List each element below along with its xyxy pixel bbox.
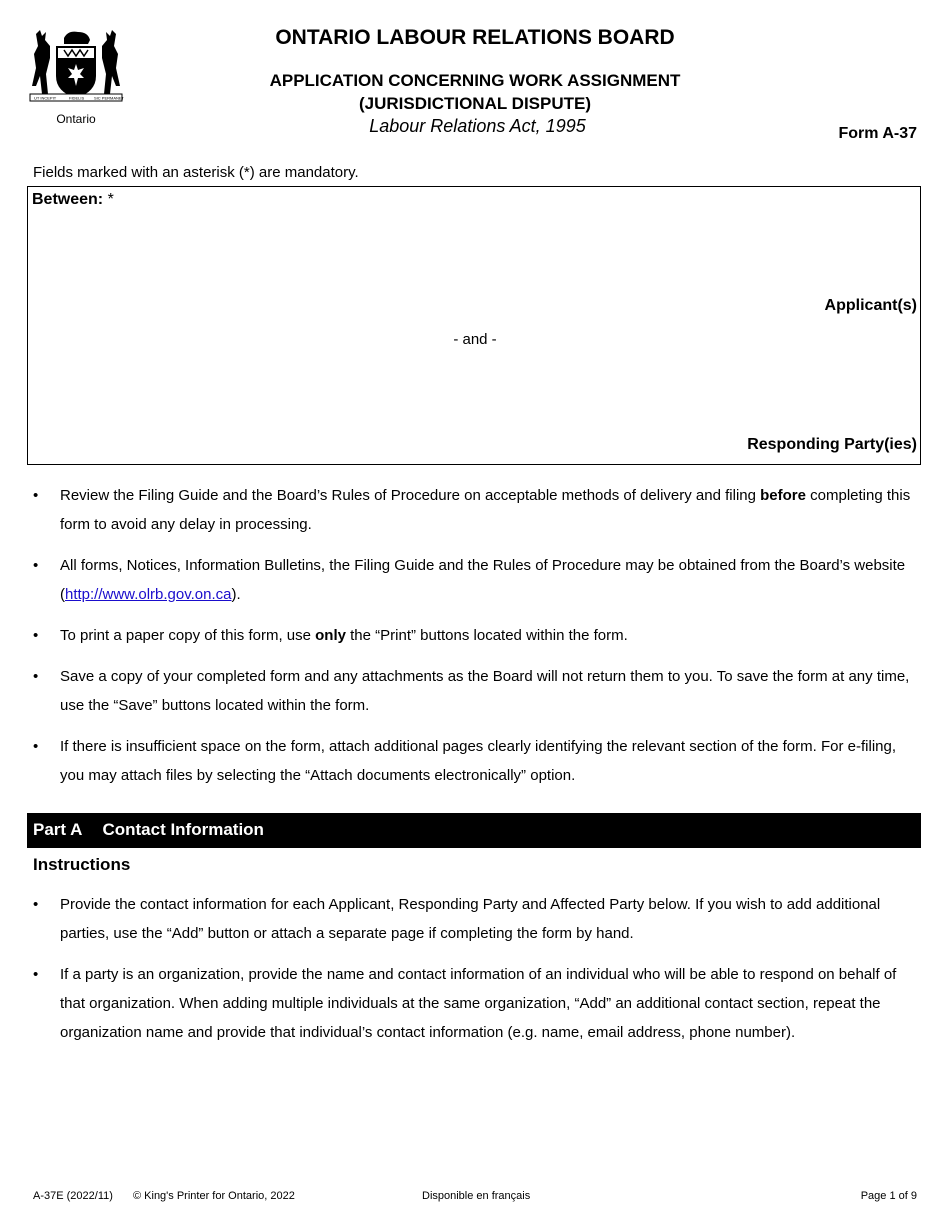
list-item: • Save a copy of your completed form and any attachments as the Board will not return them to you. To save the form at any time, use the “Save” buttons located within the form.: [33, 662, 918, 720]
form-code: A-37E (2022/11): [33, 1190, 113, 1202]
logo-caption: Ontario: [56, 112, 96, 126]
part-a-instructions-list: [33, 890, 918, 1059]
form-number: Form A-37: [838, 125, 917, 142]
list-item: • If there is insufficient space on the form, attach additional pages clearly identifying the relevant section of the form. For e-filing, you may attach files by selecting the “Attach documents electronically” option.: [33, 732, 918, 790]
french-availability: Disponible en français: [422, 1190, 531, 1202]
act-name: Labour Relations Act, 1995: [369, 116, 586, 136]
applicants-label: Applicant(s): [824, 297, 917, 314]
svg-text:UT INCEPIT: UT INCEPIT: [34, 95, 57, 101]
responding-parties-label: Responding Party(ies): [747, 436, 917, 453]
copyright: © King's Printer for Ontario, 2022: [133, 1190, 295, 1202]
form-title-line2: (JURISDICTIONAL DISPUTE): [358, 94, 592, 113]
svg-text:FIDELIS: FIDELIS: [69, 95, 85, 101]
part-a-label: Part A: [33, 820, 83, 839]
board-title: ONTARIO LABOUR RELATIONS BOARD: [275, 26, 675, 49]
page-number: Page 1 of 9: [860, 1190, 917, 1202]
mandatory-note: Fields marked with an asterisk (*) are mandatory.: [33, 164, 359, 181]
form-title-line1: APPLICATION CONCERNING WORK ASSIGNMENT: [269, 71, 681, 90]
list-item: • To print a paper copy of this form, use only the “Print” buttons located within the form.: [33, 621, 918, 650]
between-label-text: Between:: [32, 191, 104, 208]
svg-text:SIC PERMANET: SIC PERMANET: [94, 95, 124, 101]
between-label: [32, 191, 114, 209]
between-parties-field[interactable]: [27, 186, 921, 465]
list-item: • If a party is an organization, provide the name and contact information of an individual who will be able to respond on behalf of that organization. When adding multiple individuals at the same organization, “Add” an additional contact section, repeat the organization name and provide that individual’s contact information (e.g. name, email address, phone number).: [33, 960, 918, 1047]
list-item: • Provide the contact information for each Applicant, Responding Party and Affected Party below. If you wish to add additional parties, use the “Add” button or attach a separate page if completing the form by hand.: [33, 890, 918, 948]
instructions-heading: Instructions: [33, 855, 131, 874]
part-a-header: [27, 813, 921, 848]
intro-instructions-list: [33, 481, 918, 802]
olrb-website-link[interactable]: http://www.olrb.gov.on.ca: [65, 586, 232, 603]
part-a-title: Contact Information: [102, 820, 264, 839]
list-item: • All forms, Notices, Information Bulletins, the Filing Guide and the Rules of Procedure may be obtained from the Board’s website (http://www.olrb.gov.on.ca).: [33, 551, 918, 609]
and-separator: - and -: [453, 331, 497, 348]
list-item: • Review the Filing Guide and the Board’s Rules of Procedure on acceptable methods of delivery and filing before completing this form to avoid any delay in processing.: [33, 481, 918, 539]
required-asterisk: *: [107, 191, 114, 208]
